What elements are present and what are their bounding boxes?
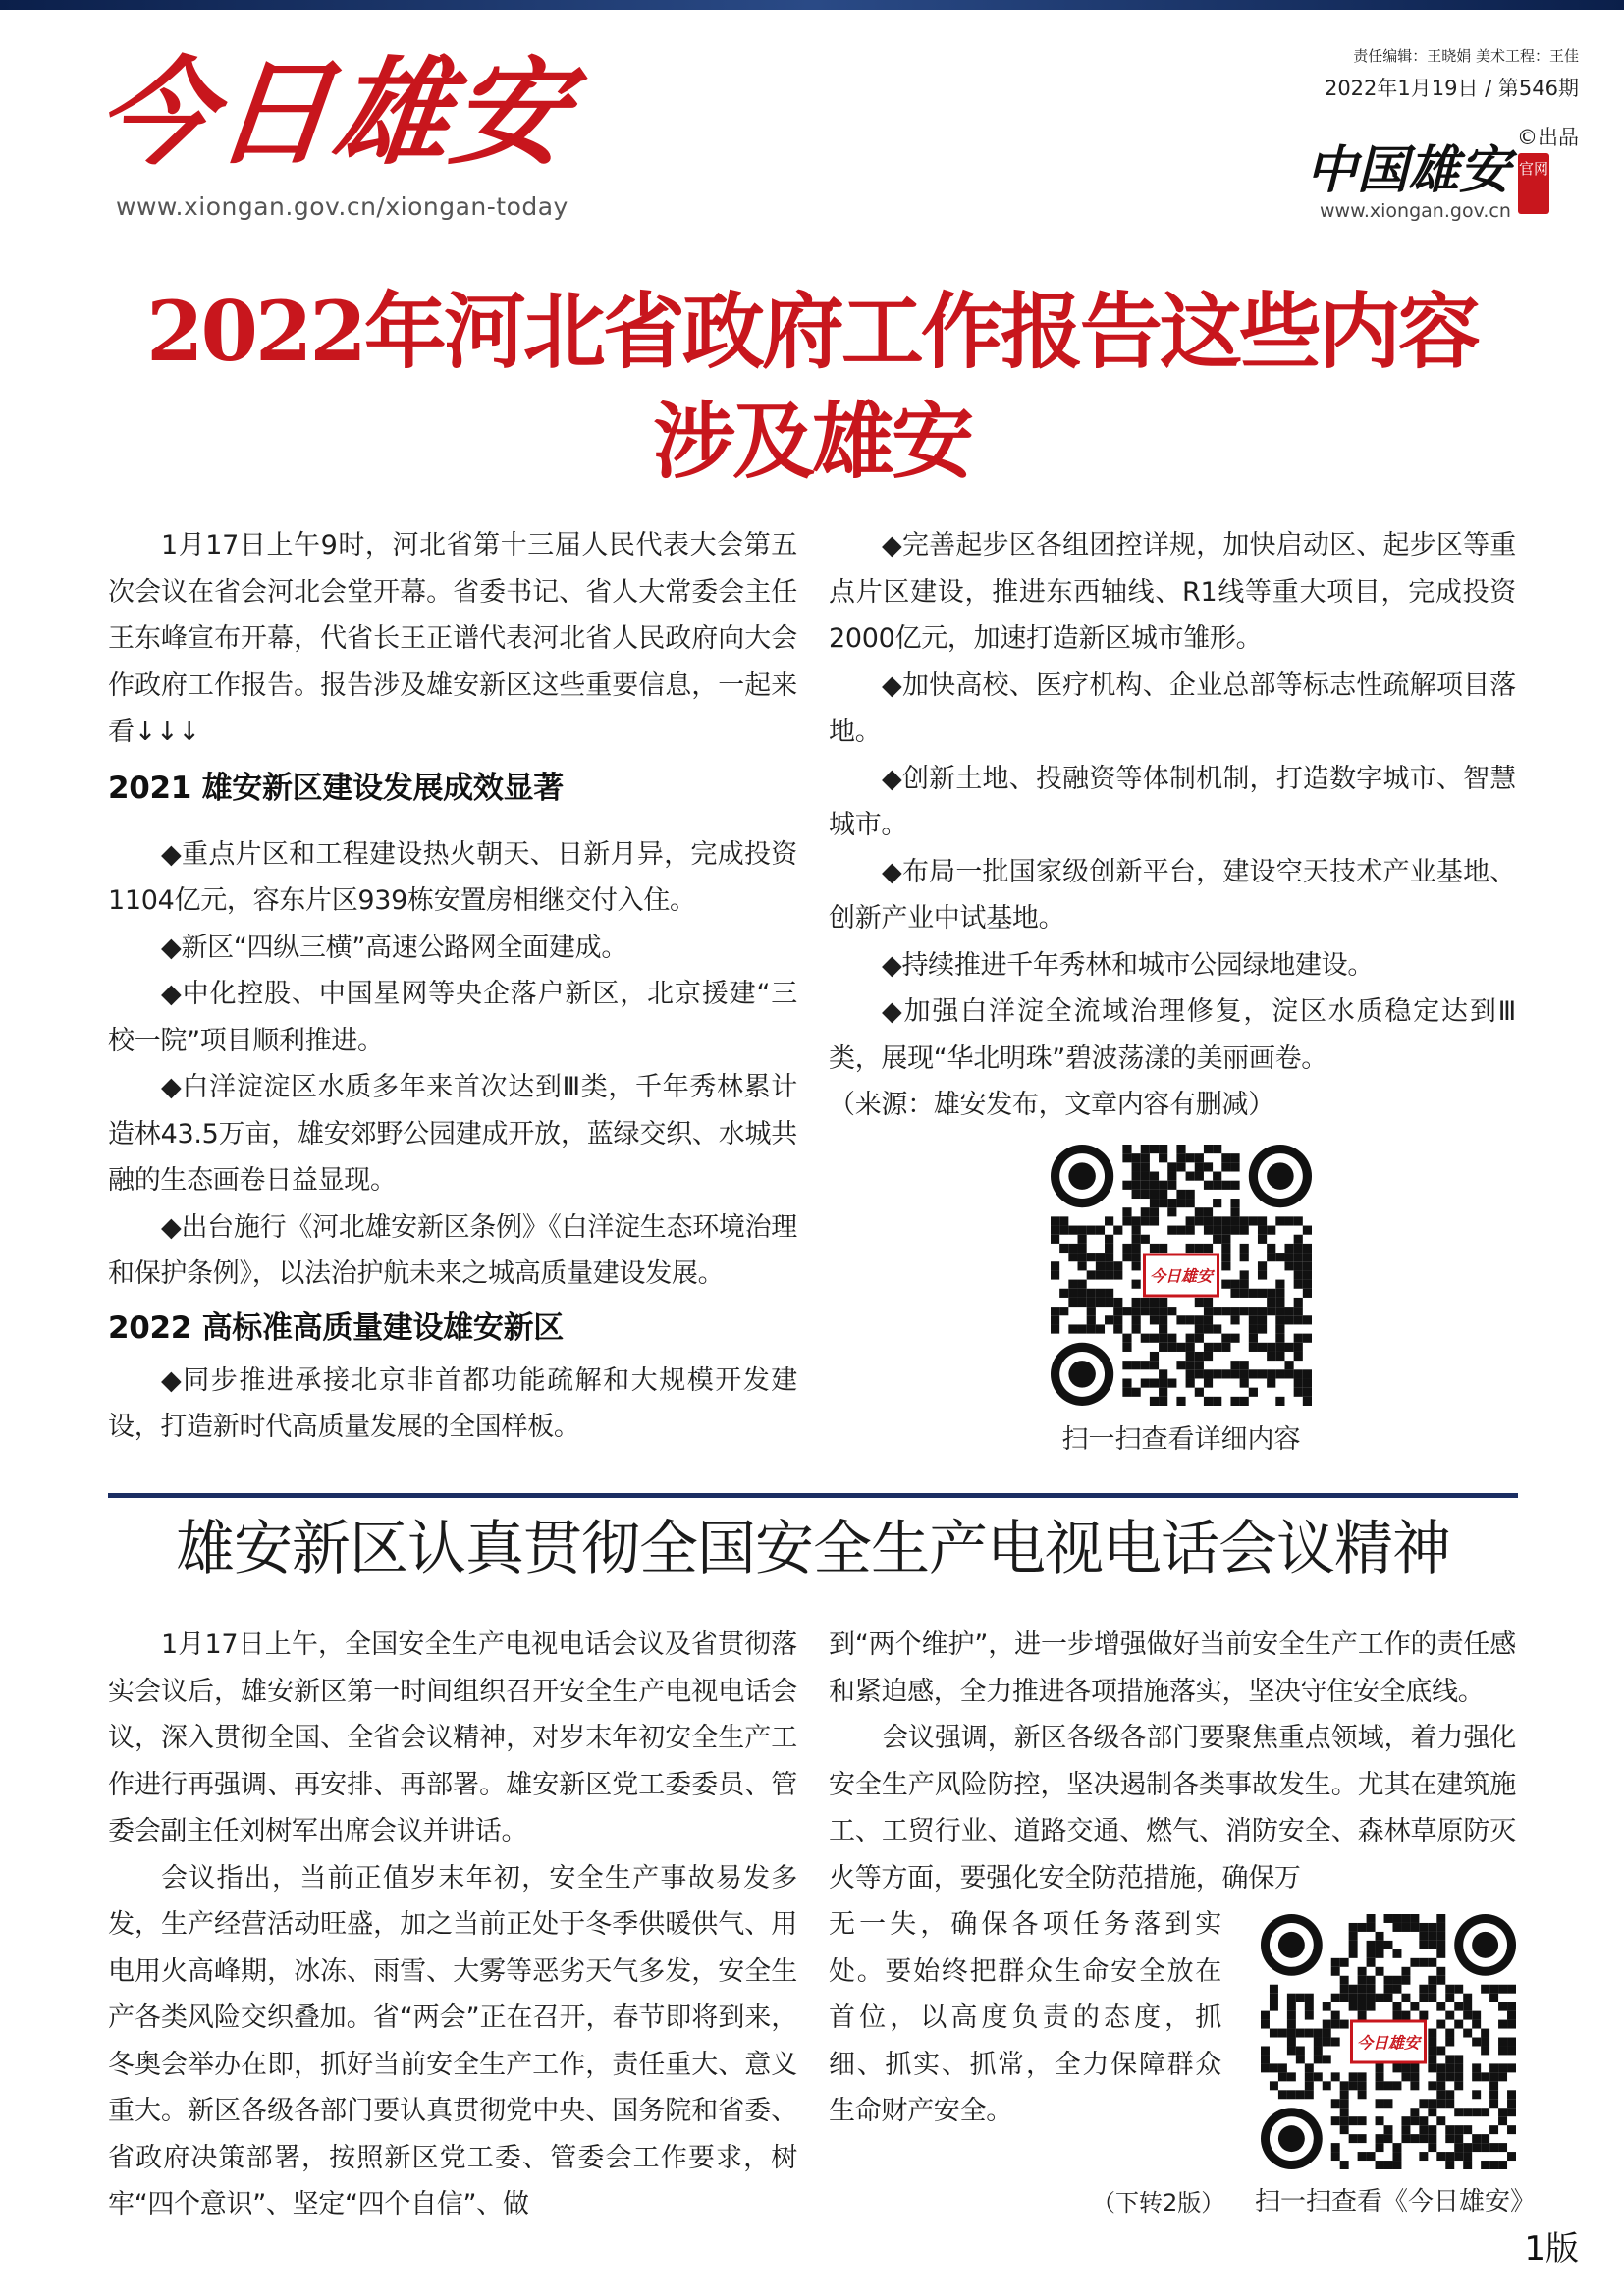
subheading-2022: 2022 高标准高质量建设雄安新区 (108, 1309, 564, 1346)
list-item: ◆加强白洋淀全流域治理修复，淀区水质稳定达到Ⅲ类，展现“华北明珠”碧波荡漾的美丽画卷。 (829, 996, 1516, 1074)
qr-code-article2[interactable] (1261, 1914, 1516, 2169)
qr-caption-article1: 扫一扫查看详细内容 (1061, 1424, 1301, 1455)
section-divider (108, 1493, 1518, 1498)
list-item: ◆布局一批国家级创新平台，建设空天技术产业基地、创新产业中试基地。 (829, 856, 1516, 934)
article2-continuation: 到“两个维护”，进一步增强做好当前安全生产工作的责任感和紧迫感，全力推进各项措施落实，坚决守住安全底线。 (829, 1629, 1516, 1707)
list-item: ◆白洋淀淀区水质多年来首次达到Ⅲ类，千年秀林累计造林43.5万亩，雄安郊野公园建成开放，蓝绿交织、水城共融的生态画卷日益显现。 (108, 1072, 797, 1196)
produced-by-label: ©出品 (1517, 126, 1579, 149)
article2-headline: 雄安新区认真贯彻全国安全生产电视电话会议精神 (176, 1515, 1450, 1583)
article1-headline-line2: 涉及雄安 (652, 393, 971, 490)
list-item: ◆持续推进千年秀林和城市公园绿地建设。 (882, 949, 1375, 981)
article1-source: （来源：雄安发布，文章内容有删减） (829, 1090, 1274, 1120)
qr-center-logo: 今日雄安 (1143, 1254, 1219, 1298)
editor-credit: 责任编辑：王晓娟 美术工程：王佳 (1353, 47, 1579, 65)
qr-center-logo: 今日雄安 (1350, 2020, 1427, 2064)
official-seal: 官网 (1518, 153, 1549, 214)
list-item: ◆同步推进承接北京非首都功能疏解和大规模开发建设，打造新时代高质量发展的全国样板。 (108, 1364, 797, 1442)
article1-headline-line1: 2022年河北省政府工作报告这些内容 (146, 283, 1478, 380)
article1-intro: 1月17日上午9时，河北省第十三届人民代表大会第五次会议在省会河北会堂开幕。省委书记、省人大常委会主任王东峰宣布开幕，代省长王正谱代表河北省人民政府向大会作政府工作报告。报告涉及雄安新区这些重要信息，一起来看↓↓↓ (108, 530, 797, 747)
list-item: ◆完善起步区各组团控详规，加快启动区、起步区等重点片区建设，推进东西轴线、R1线等重大项目，完成投资2000亿元，加速打造新区城市雏形。 (829, 530, 1516, 654)
article2-paragraph: 会议指出，当前正值岁末年初，安全生产事故易发多发，生产经营活动旺盛，加之当前正处于冬季供暖供气、用电用火高峰期，冰冻、雨雪、大雾等恶劣天气多发，安全生产各类风险交织叠加。省“两会”正在召开，春节即将到来，冬奥会举办在即，抓好当前安全生产工作，责任重大、意义重大。新区各级各部门要认真贯彻党中央、国务院和省委、省政府决策部署，按照新区党工委、管委会工作要求，树牢“四个意识”、坚定“四个自信”、做 (108, 1862, 797, 2219)
masthead-title: 今日雄安 (90, 44, 577, 181)
list-item: ◆中化控股、中国星网等央企落户新区，北京援建“三校一院”项目顺利推进。 (108, 979, 797, 1056)
list-item: ◆新区“四纵三横”高速公路网全面建成。 (161, 932, 628, 963)
page-number: 1版 (1524, 2229, 1579, 2269)
list-item: ◆创新土地、投融资等体制机制，打造数字城市、智慧城市。 (829, 763, 1516, 840)
article1-column-right (829, 522, 1516, 1129)
brand-logo: 中国雄安 (1306, 140, 1511, 200)
qr-code-article1[interactable] (1051, 1145, 1312, 1406)
article2-paragraph: 会议强调，新区各级各部门要聚焦重点领域，着力强化安全生产风险防控，坚决遏制各类事故发生。尤其在建筑施工、工贸行业、道路交通、燃气、消防安全、森林草原防灭火等方面，要强化安全防范措施，确保万 (829, 1723, 1516, 1894)
qr-caption-article2: 扫一扫查看《今日雄安》 (1254, 2187, 1536, 2216)
list-item: ◆重点片区和工程建设热火朝天、日新月异，完成投资1104亿元，容东片区939栋安置房相继交付入住。 (108, 838, 797, 916)
article2-paragraph-narrow: 无一失，确保各项任务落到实处。要始终把群众生命安全放在首位，以高度负责的态度，抓细、抓实、抓常，全力保障群众生命财产安全。 (829, 1909, 1221, 2126)
masthead-url[interactable]: www.xiongan.gov.cn/xiongan-today (116, 192, 568, 221)
article1-column-left (108, 522, 797, 1451)
top-color-bar (0, 0, 1624, 10)
list-item: ◆加快高校、医疗机构、企业总部等标志性疏解项目落地。 (829, 669, 1516, 747)
subheading-2021: 2021 雄安新区建设发展成效显著 (108, 770, 564, 806)
list-item: ◆出台施行《河北雄安新区条例》《白洋淀生态环境治理和保护条例》，以法治护航未来之城高质量建设发展。 (108, 1211, 797, 1289)
issue-date: 2022年1月19日 / 第546期 (1324, 77, 1579, 100)
continued-on-page: （下转2版） (1092, 2189, 1225, 2216)
article2-paragraph: 1月17日上午，全国安全生产电视电话会议及省贯彻落实会议后，雄安新区第一时间组织召开安全生产电视电话会议，深入贯彻全国、全省会议精神，对岁末年初安全生产工作进行再强调、再安排、再部署。雄安新区党工委委员、管委会副主任刘树军出席会议并讲话。 (108, 1629, 797, 1846)
article2-column-left (108, 1622, 797, 2228)
brand-url[interactable]: www.xiongan.gov.cn (1320, 200, 1511, 222)
